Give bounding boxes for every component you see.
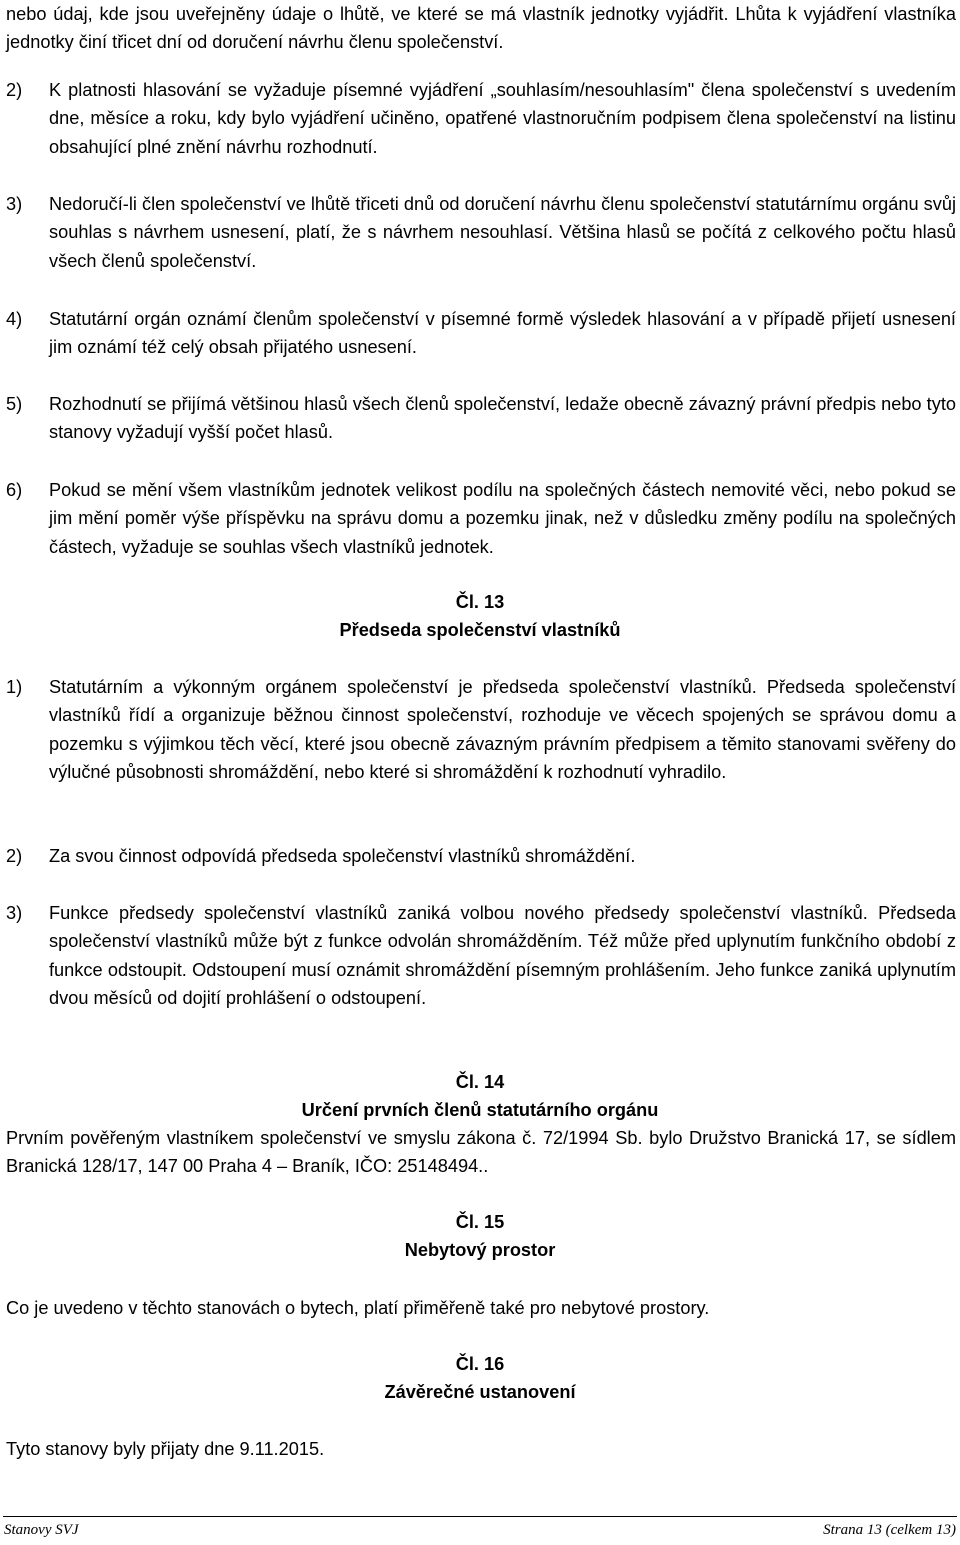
list-item — [6, 673, 956, 786]
article-number: Čl. 14 — [455, 1072, 505, 1092]
article-title: Určení prvních členů statutárního orgánu — [301, 1100, 659, 1120]
item-number: 2) — [6, 846, 23, 866]
footer-page-number: Strana 13 (celkem 13) — [823, 1522, 956, 1538]
closing-text: Tyto stanovy byly přijaty dne 9.11.2015. — [6, 1439, 325, 1459]
article-13-heading — [0, 588, 960, 644]
article-14-paragraph — [6, 1124, 956, 1181]
article-number: Čl. 16 — [455, 1354, 505, 1374]
item-text: Za svou činnost odpovídá předseda společenství vlastníků shromáždění. — [49, 846, 636, 866]
article-title: Nebytový prostor — [404, 1240, 556, 1260]
item-text: Statutární orgán oznámí členům společenství v písemné formě výsledek hlasování a v případě přijetí usnesení jim oznámí též celý obsah přijatého usnesení. — [49, 309, 956, 358]
closing-statement — [6, 1435, 956, 1463]
list-item — [6, 476, 956, 561]
list-item — [6, 390, 956, 447]
article-number: Čl. 15 — [455, 1212, 505, 1232]
item-text: K platnosti hlasování se vyžaduje písemné vyjádření „souhlasím/nesouhlasím" člena společenství s uvedením dne, měsíce a roku, kdy bylo vyjádření učiněno, opatřené vlastnoručním podpisem člena společenství na listinu obsahující plné znění návrhu rozhodnutí. — [49, 80, 956, 157]
footer-document-title: Stanovy SVJ — [4, 1522, 79, 1538]
item-number: 1) — [6, 677, 23, 697]
article-14-heading — [0, 1068, 960, 1124]
item-text: Rozhodnutí se přijímá většinou hlasů všech členů společenství, ledaže obecně závazný právní předpis nebo tyto stanovy vyžadují vyšší počet hlasů. — [49, 394, 956, 443]
list-item — [6, 190, 956, 275]
list-item — [6, 842, 956, 870]
continuation-text: nebo údaj, kde jsou uveřejněny údaje o lhůtě, ve které se má vlastník jednotky vyjádřit. Lhůta k vyjádření vlastníka jednotky činí třicet dní od doručení návrhu členu společenství. — [6, 4, 956, 53]
paragraph-text: Co je uvedeno v těchto stanovách o bytech, platí přiměřeně také pro nebytové prostory. — [6, 1298, 710, 1318]
list-item — [6, 305, 956, 362]
item-text: Funkce předsedy společenství vlastníků zaniká volbou nového předsedy společenství vlastníků. Předseda společenství vlastníků může být z funkce odvolán shromážděním. Též může před uplynutím funkčního období z funkce odstoupit. Odstoupení musí oznámit shromáždění písemným prohlášením. Jeho funkce zaniká uplynutím dvou měsíců od dojití prohlášení o odstoupení. — [49, 903, 956, 1008]
item-number: 2) — [6, 80, 23, 100]
article-title: Předseda společenství vlastníků — [339, 620, 621, 640]
item-number: 6) — [6, 480, 23, 500]
article-16-heading — [0, 1350, 960, 1406]
item-text: Pokud se mění všem vlastníkům jednotek velikost podílu na společných částech nemovité věci, nebo pokud se jim mění poměr výše příspěvku na správu domu a pozemku jinak, než v důsledku změny podílu na společných částech, vyžaduje se souhlas všech vlastníků jednotek. — [49, 480, 956, 557]
item-number: 4) — [6, 309, 23, 329]
list-item — [6, 899, 956, 1012]
article-title: Závěrečné ustanovení — [384, 1382, 576, 1402]
article-number: Čl. 13 — [455, 592, 505, 612]
article-15-paragraph — [6, 1294, 956, 1322]
item-number: 3) — [6, 194, 23, 214]
article-15-heading — [0, 1208, 960, 1264]
footer-divider — [3, 1516, 957, 1517]
continuation-paragraph — [6, 0, 956, 57]
item-text: Statutárním a výkonným orgánem společenství je předseda společenství vlastníků. Předseda společenství vlastníků řídí a organizuje běžnou činnost společenství, rozhoduje ve věcech spojených se správou domu a pozemku s výjimkou těch věcí, které jsou obecně závazným právním předpisem a těmito stanovami svěřeny do výlučné působnosti shromáždění, nebo které si shromáždění k rozhodnutí vyhradilo. — [49, 677, 956, 782]
paragraph-text: Prvním pověřeným vlastníkem společenství ve smyslu zákona č. 72/1994 Sb. bylo Družstvo Branická 17, se sídlem Branická 128/17, 147 00 Praha 4 – Braník, IČO: 25148494.. — [6, 1128, 956, 1177]
list-item — [6, 76, 956, 161]
item-number: 3) — [6, 903, 23, 923]
item-text: Nedoručí-li člen společenství ve lhůtě třiceti dnů od doručení návrhu členu společenství statutárnímu orgánu svůj souhlas s návrhem usnesení, platí, že s návrhem nesouhlasí. Většina hlasů se počítá z celkového počtu hlasů všech členů společenství. — [49, 194, 956, 271]
item-number: 5) — [6, 394, 23, 414]
